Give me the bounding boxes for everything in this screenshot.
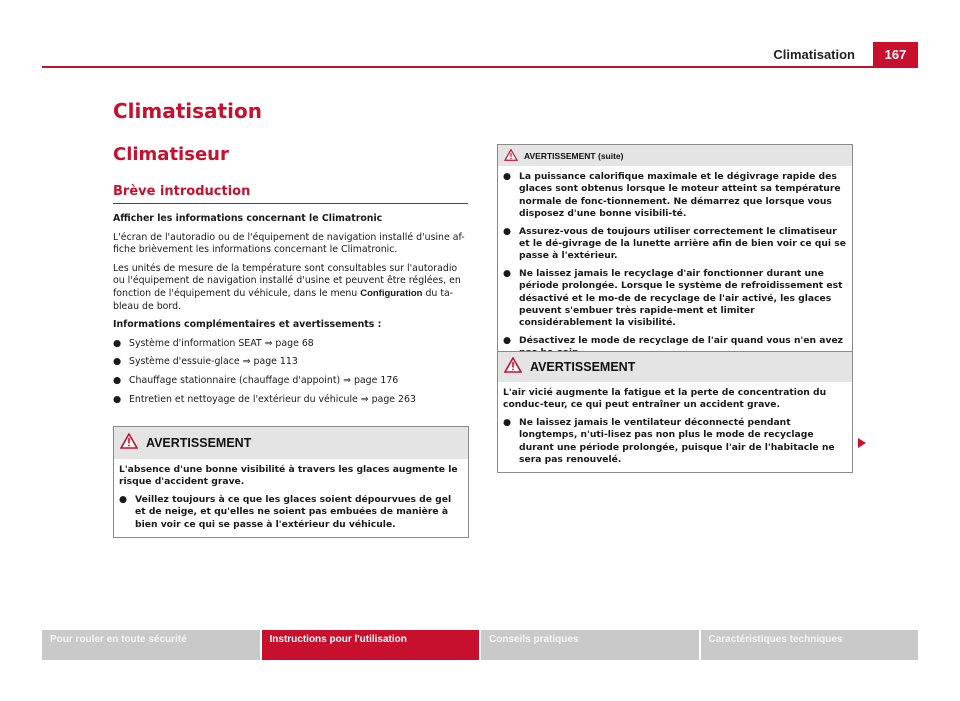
tab-safety[interactable]: Pour rouler en toute sécurité xyxy=(42,630,260,660)
paragraph-text: Les unités de mesure de la température sont consultables sur l'autoradio ou l'équipement de navigation installé d'usine et peuvent être réglées, en fonction de l'équipement du véhicule, dans le menu xyxy=(113,262,461,299)
info-subheading: Informations complémentaires et avertissements : xyxy=(113,319,382,331)
warning-box-continued xyxy=(497,144,853,367)
list-item xyxy=(503,226,846,263)
subsection-title: Brève introduction xyxy=(113,184,251,199)
tab-practical-tips[interactable]: Conseils pratiques xyxy=(481,630,699,660)
subsection-rule xyxy=(113,203,468,204)
warning-title: AVERTISSEMENT (suite) xyxy=(524,150,624,161)
warning-item-text: Ne laissez jamais le recyclage d'air fonctionner durant une période prolongée. Lorsque le système de refroidissement est désactivé et le mo-de de recyclage de l'air activé, les glaces peuvent s'embuer très rapide-ment et limiter considérablement la visibilité. xyxy=(519,267,843,329)
bullet-icon: ● xyxy=(119,493,128,505)
chapter-title: Climatisation xyxy=(113,99,262,123)
list-item xyxy=(503,171,846,221)
cross-reference-link[interactable]: Chauffage stationnaire (chauffage d'appoint) ⇒ page 176 xyxy=(129,374,399,386)
warning-header xyxy=(498,352,852,382)
warning-box xyxy=(497,351,853,473)
list-item xyxy=(113,375,468,388)
running-header-title: Climatisation xyxy=(773,47,855,62)
continue-arrow-icon xyxy=(858,438,866,448)
warning-title: AVERTISSEMENT xyxy=(530,360,636,374)
warning-item-text: Veillez toujours à ce que les glaces soient dépourvues de gel et de neige, et qu'elles ne soient pas embuées de manière à bien voir ce qui se passe à l'extérieur du véhicule. xyxy=(135,493,452,530)
cross-reference-link[interactable]: Entretien et nettoyage de l'extérieur du véhicule ⇒ page 263 xyxy=(129,393,416,405)
footer-tab-bar xyxy=(42,630,918,660)
section-title: Climatiseur xyxy=(113,144,229,165)
bullet-icon: ● xyxy=(503,267,512,279)
warning-item-text: Désactivez le mode de recyclage de l'air quand vous n'en avez xyxy=(519,334,844,346)
list-item xyxy=(113,394,468,407)
cross-reference-link[interactable]: Système d'information SEAT ⇒ page 68 xyxy=(129,337,314,349)
paragraph-text: du ta-bleau de bord. xyxy=(113,287,454,312)
page-number: 167 xyxy=(873,42,918,66)
bullet-icon: ● xyxy=(113,356,122,368)
warning-body xyxy=(498,382,852,472)
list-item xyxy=(503,417,846,467)
warning-header xyxy=(114,427,468,459)
menu-keyword: Configuration xyxy=(360,287,423,299)
warning-triangle-icon xyxy=(504,146,518,165)
warning-item-text: Ne laissez jamais le ventilateur déconnecté pendant longtemps, n'uti-lisez pas non plus le mode de recyclage durant une période prolongée, puisque l'air de l'habitacle ne sera pas renouvelé. xyxy=(519,416,835,466)
warning-item-text: La puissance calorifique maximale et le dégivrage rapide des glaces sont obtenus lorsque le moteur atteint sa température normale de fonc-tionnement. Ne démarrez que lorsque vous disposez d'une bonne visibili-té. xyxy=(519,171,841,220)
warning-body xyxy=(114,459,468,537)
left-column-body xyxy=(113,213,468,412)
warning-body xyxy=(498,166,852,366)
bullet-icon: ● xyxy=(503,416,512,428)
list-item xyxy=(119,494,462,531)
list-item xyxy=(113,356,468,369)
warning-triangle-icon xyxy=(120,433,138,453)
bullet-icon: ● xyxy=(503,171,512,182)
warning-intro: L'absence d'une bonne visibilité à travers les glaces augmente le risque d'accident grave. xyxy=(119,464,458,488)
warning-title: AVERTISSEMENT xyxy=(146,436,252,450)
bullet-icon: ● xyxy=(503,225,512,237)
bullet-icon: ● xyxy=(113,393,122,405)
tab-technical-specifications[interactable]: Caractéristiques techniques xyxy=(701,630,919,660)
list-item xyxy=(503,268,846,330)
body-paragraph: L'écran de l'autoradio ou de l'équipement de navigation installé d'usine af-fiche brièvement les informations concernant le Climatronic. xyxy=(113,231,465,256)
bullet-icon: ● xyxy=(503,334,512,346)
warning-header xyxy=(498,145,852,166)
tab-operating-instructions[interactable]: Instructions pour l'utilisation xyxy=(262,630,480,660)
warning-item-text: Assurez-vous de toujours utiliser correctement le climatiseur et le dé-givrage de la lunette arrière afin de bien voir ce qui se passe à l'extérieur. xyxy=(519,225,846,262)
header-rule xyxy=(42,66,918,68)
list-item xyxy=(113,338,468,351)
warning-intro: L'air vicié augmente la fatigue et la perte de concentration du conduc-teur, ce qui peut entraîner un accident grave. xyxy=(503,387,827,411)
bullet-icon: ● xyxy=(113,374,122,386)
body-paragraph-units xyxy=(113,263,468,313)
warning-triangle-icon xyxy=(504,357,522,377)
warning-box xyxy=(113,426,469,538)
bullet-icon: ● xyxy=(113,337,122,349)
cross-reference-link[interactable]: Système d'essuie-glace ⇒ page 113 xyxy=(129,356,298,368)
info-subheading: Afficher les informations concernant le Climatronic xyxy=(113,213,383,224)
